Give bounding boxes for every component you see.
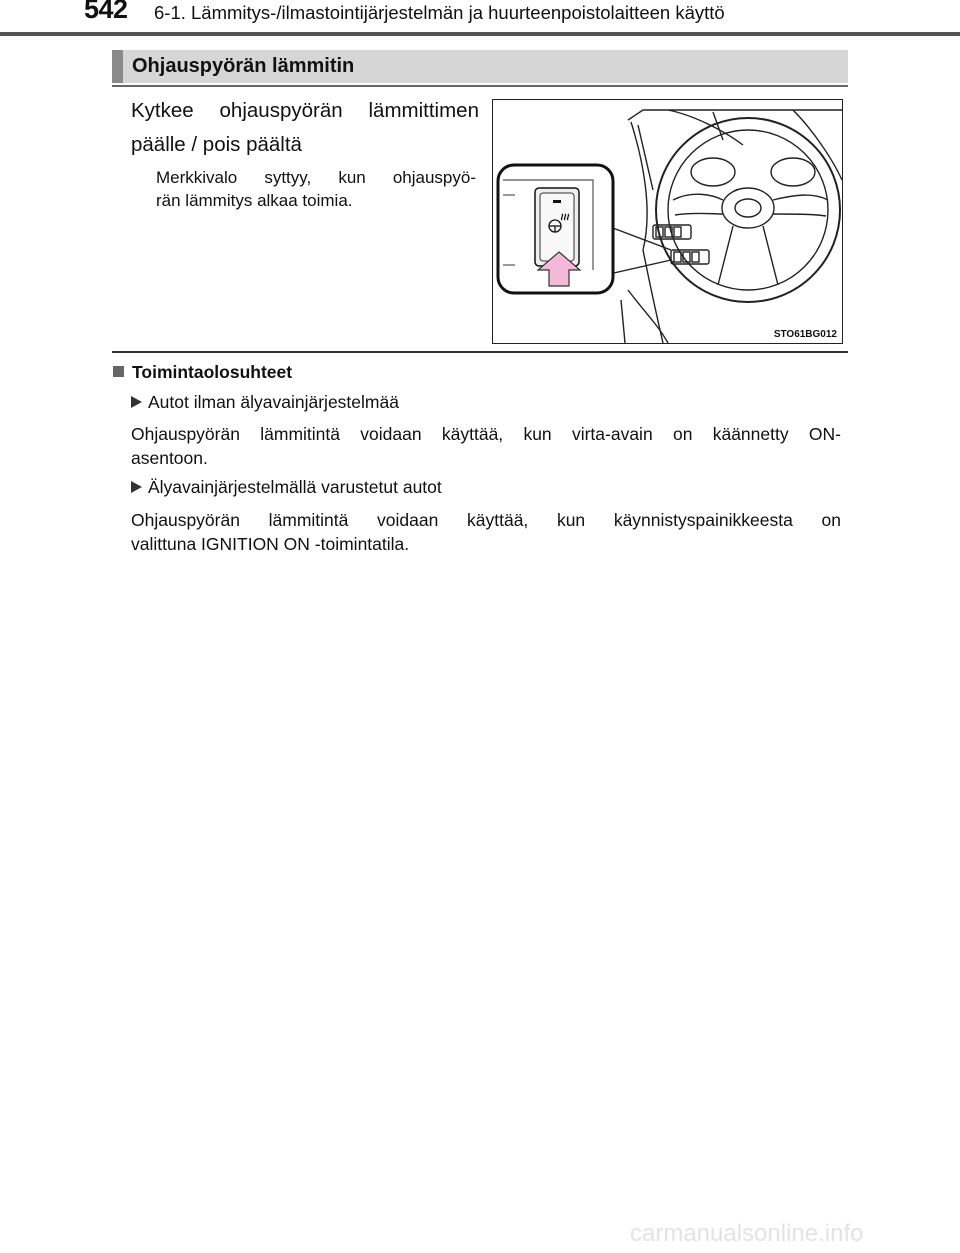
word: lämmittimen <box>368 99 479 122</box>
callout-note-line2: rän lämmitys alkaa toimia. <box>156 191 353 210</box>
case2-label <box>131 477 442 498</box>
callout-note <box>156 166 476 212</box>
section-title-bar <box>112 50 848 83</box>
case1-text-line1 <box>131 422 841 446</box>
page-number: 542 <box>84 0 128 24</box>
word: virta-avain <box>571 424 653 444</box>
word: käynnistyspainikkeesta <box>613 510 793 530</box>
word: lämmitintä <box>260 424 340 444</box>
steering-heater-figure <box>492 99 843 344</box>
word: kun <box>556 510 586 530</box>
callout-note-line1 <box>156 166 476 189</box>
running-header: 6-1. Lämmitys-/ilmastointijärjestelmän ja huurteenpoistolaitteen käyttö <box>154 2 725 23</box>
word: Ohjauspyörän <box>131 424 240 444</box>
word: Merkkivalo <box>156 168 238 187</box>
word: syttyy, <box>264 168 312 187</box>
triangle-bullet-icon <box>131 481 142 493</box>
triangle-bullet-icon <box>131 396 142 408</box>
word: ohjauspyö- <box>392 168 476 187</box>
word: kun <box>523 424 552 444</box>
watermark: carmanualsonline.info <box>630 1220 864 1247</box>
square-bullet-icon <box>113 366 124 377</box>
case2-text-line1 <box>131 508 841 532</box>
case1-text <box>131 422 841 470</box>
section-bar-underline <box>112 85 848 87</box>
operating-conditions-heading <box>113 362 292 383</box>
case1-text-line2: asentoon. <box>131 448 208 468</box>
case1-label-text: Autot ilman älyavainjärjestelmää <box>148 392 399 412</box>
word: käyttää, <box>467 510 529 530</box>
figure-code: STO61BG012 <box>773 329 837 340</box>
word: Ohjauspyörän <box>131 510 240 530</box>
case2-text <box>131 508 841 556</box>
word: on <box>672 424 693 444</box>
section-title: Ohjauspyörän lämmitin <box>132 55 355 77</box>
word: käyttää, <box>441 424 504 444</box>
word: on <box>821 510 841 530</box>
word: ON- <box>808 424 841 444</box>
operating-conditions-heading-text: Toimintaolosuhteet <box>132 362 293 382</box>
section-rule <box>112 351 848 353</box>
callout-title-line2: päälle / pois päältä <box>131 133 302 156</box>
word: voidaan <box>360 424 422 444</box>
word: Kytkee <box>131 99 194 122</box>
word: kun <box>338 168 366 187</box>
case2-text-line2: valittuna IGNITION ON -toimintatila. <box>131 534 410 554</box>
dashboard-illustration <box>493 100 842 343</box>
callout-title-line1 <box>131 94 479 128</box>
word: ohjauspyörän <box>219 99 343 122</box>
case2-label-text: Älyavainjärjestelmällä varustetut autot <box>148 477 442 497</box>
callout-title <box>131 94 479 162</box>
word: voidaan <box>377 510 439 530</box>
word: lämmitintä <box>268 510 349 530</box>
word: käännetty <box>712 424 789 444</box>
case1-label <box>131 392 399 413</box>
header-rule <box>0 32 960 36</box>
